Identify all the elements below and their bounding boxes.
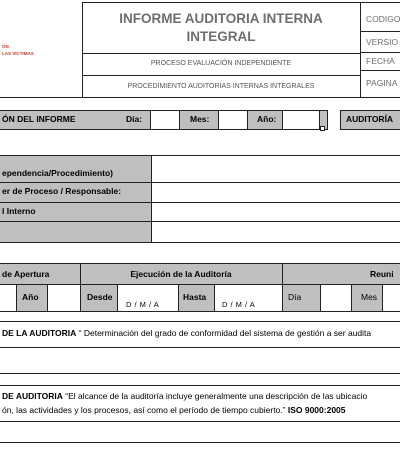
scope-text-line1 bbox=[2, 392, 367, 401]
logo-text-line2: LAS VÍCTIMAS bbox=[2, 51, 34, 56]
year-field[interactable] bbox=[282, 110, 320, 130]
apertura-day-field[interactable] bbox=[0, 285, 16, 311]
scope-field[interactable] bbox=[0, 422, 400, 442]
desde-format-hint: D / M / A bbox=[126, 300, 160, 309]
info-row4-field[interactable] bbox=[153, 223, 399, 242]
objective-text bbox=[2, 329, 371, 338]
objective-label: DE LA AUDITORIA bbox=[2, 328, 77, 338]
internal-auditor-field[interactable] bbox=[153, 204, 399, 220]
objective-field[interactable] bbox=[0, 348, 400, 373]
header-bottom-border bbox=[0, 97, 400, 98]
internal-auditor-label: l Interno bbox=[2, 206, 36, 216]
desde-label: Desde bbox=[87, 292, 113, 302]
header-right-line3 bbox=[360, 70, 400, 71]
scope-description-line2: ón, las actividades y los procesos, así como el período de tiempo cubierto.” bbox=[2, 405, 288, 415]
fecha-label: FECHA bbox=[366, 56, 395, 66]
pagina-label: PAGINA bbox=[366, 78, 398, 88]
report-title-line2: INTEGRAL bbox=[186, 29, 256, 44]
execution-header: Ejecución de la Auditoría bbox=[130, 269, 232, 279]
header-divider-right bbox=[360, 2, 361, 97]
info-row-line3 bbox=[0, 221, 400, 222]
header-right-line2 bbox=[360, 52, 400, 53]
info-column-divider bbox=[151, 155, 152, 243]
logo-text-line1: ÓN bbox=[2, 44, 9, 49]
info-row-line1 bbox=[0, 182, 400, 183]
header-line-process bbox=[82, 75, 360, 76]
scope-label: DE AUDITORIA bbox=[2, 391, 63, 401]
scope-text-line2 bbox=[2, 406, 346, 415]
small-marker bbox=[320, 126, 325, 131]
process-leader-field[interactable] bbox=[153, 184, 399, 201]
scope-description-line1: “El alcance de la auditoría incluye generalmente una descripción de las ubicacio bbox=[62, 391, 368, 401]
objective-description: “ Determinación del grado de conformidad del sistema de gestión a ser audita bbox=[76, 328, 372, 338]
apertura-year-label: Año bbox=[22, 292, 39, 302]
version-label: VERSIO bbox=[366, 37, 399, 47]
iso-reference: ISO 9000:2005 bbox=[287, 405, 346, 415]
info-row-line2 bbox=[0, 202, 400, 203]
apertura-year-field[interactable] bbox=[48, 285, 80, 311]
process-name: PROCESO EVALUACIÓN INDEPENDIENTE bbox=[150, 60, 292, 67]
report-title-line1: INFORME AUDITORIA INTERNA bbox=[119, 11, 323, 26]
day-field[interactable] bbox=[150, 110, 180, 130]
meeting-day-field[interactable] bbox=[320, 285, 352, 311]
audit-number-label: AUDITORÍA bbox=[346, 114, 394, 124]
header-right-line1 bbox=[360, 31, 400, 32]
month-label: Mes: bbox=[190, 114, 210, 124]
meeting-month-label: Mes bbox=[361, 292, 378, 302]
dependency-label: ependencia/Procedimiento) bbox=[2, 168, 113, 178]
header-line-title bbox=[82, 53, 360, 54]
meeting-header: Reuni bbox=[370, 269, 394, 279]
hasta-format-hint: D / M / A bbox=[222, 300, 256, 309]
report-date-label: ÓN DEL INFORME bbox=[2, 114, 76, 124]
process-leader-label: er de Proceso / Responsable: bbox=[2, 186, 122, 196]
meeting-day-label: Día bbox=[288, 292, 302, 302]
dependency-field[interactable] bbox=[153, 157, 399, 181]
hasta-label: Hasta bbox=[183, 292, 207, 302]
procedure-name: PROCEDIMIENTO AUDITORIAS INTERNAS INTEGRALES bbox=[127, 83, 315, 90]
apertura-header: de Apertura bbox=[2, 269, 50, 279]
logo-area bbox=[0, 2, 82, 97]
codigo-label: CODIGO bbox=[366, 14, 400, 24]
year-label: Año: bbox=[257, 114, 277, 124]
meeting-month-field[interactable] bbox=[382, 285, 400, 311]
day-label: Día: bbox=[126, 114, 143, 124]
header-top-border bbox=[82, 2, 400, 3]
month-field[interactable] bbox=[218, 110, 248, 130]
